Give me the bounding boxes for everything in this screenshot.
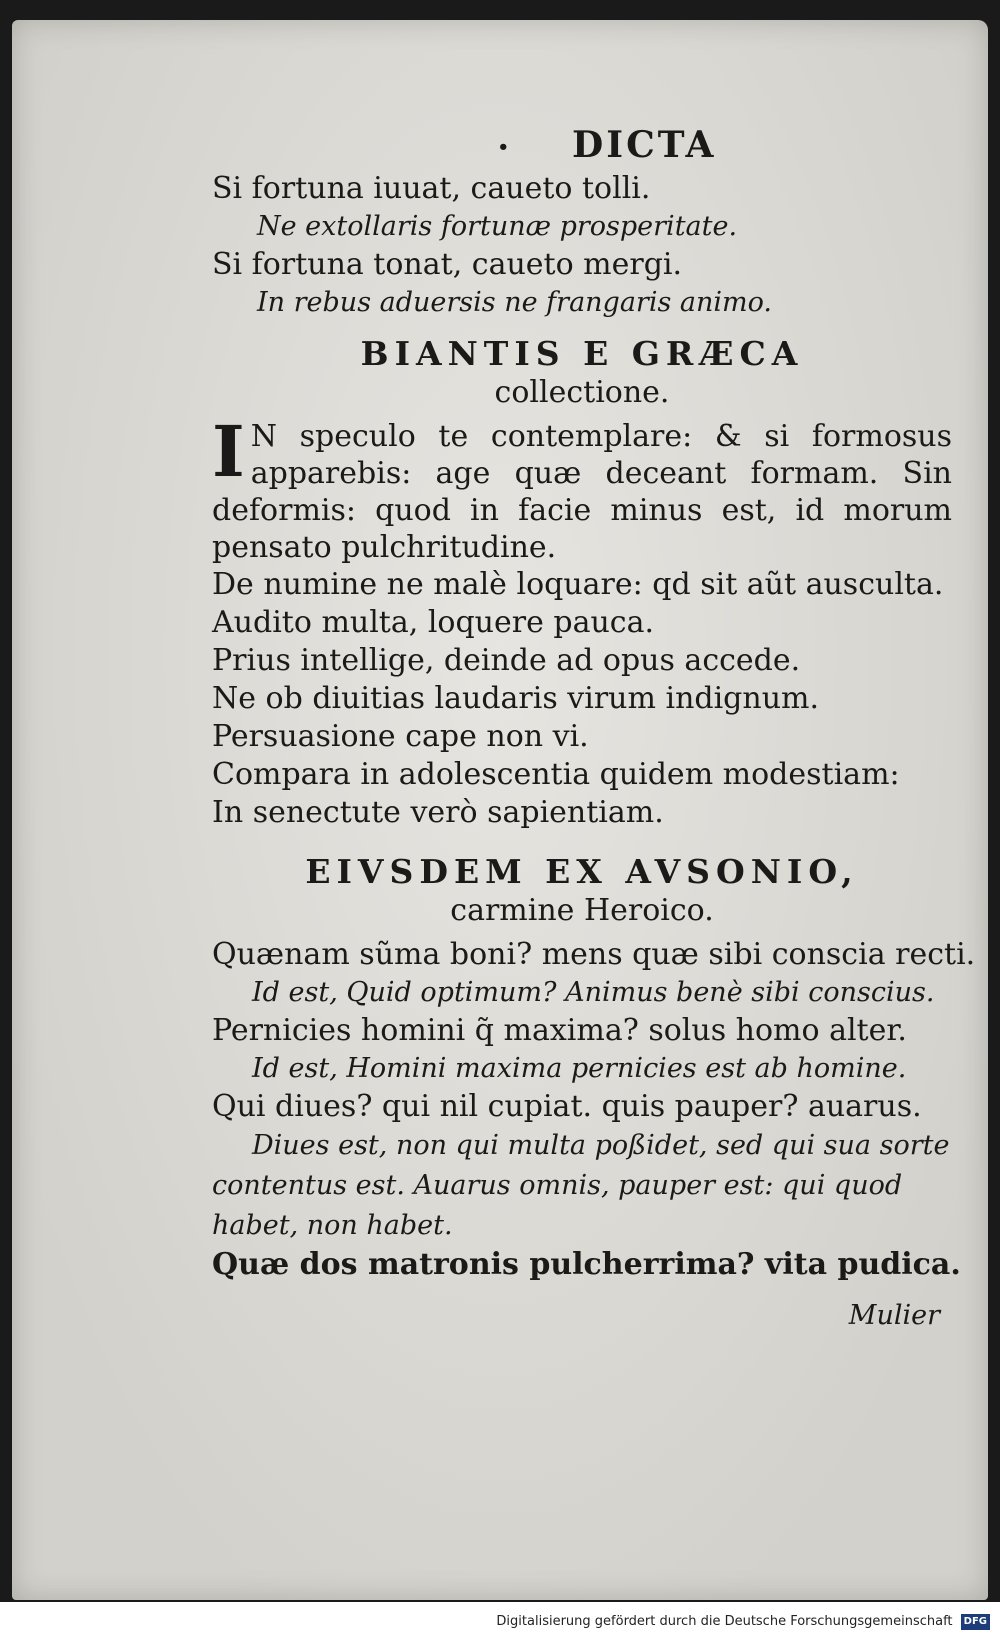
- maxim-line: De numine ne malè loquare: qd sit aũt ausculta.: [212, 567, 944, 602]
- digitization-footer: [0, 1602, 1000, 1642]
- header-title: DICTA: [572, 124, 717, 166]
- opening-paragraph: [212, 410, 952, 566]
- catchword: Mulier: [848, 1300, 940, 1331]
- verse-line: Qui diues? qui nil cupiat. quis pauper? auarus.: [212, 1089, 922, 1124]
- verse-line: Quænam sũma boni? mens quæ sibi conscia recti.: [212, 937, 976, 972]
- book-page: [12, 20, 988, 1600]
- verse-gloss: Id est, Homini maxima pernicies est ab homine.: [252, 1053, 907, 1084]
- maxim-line: Ne ob diuitias laudaris virum indignum.: [212, 681, 820, 716]
- maxim-line: Prius intellige, deinde ad opus accede.: [212, 643, 801, 678]
- paragraph-text: N speculo te contemplare: & si formosus apparebis: age quæ deceant formam. Sin deformis: quod in facie minus est, id morum pensato pulchritudine.: [212, 419, 952, 565]
- maxim-line: Audito multa, loquere pauca.: [212, 605, 655, 640]
- section-title-ausonio: EIVSDEM EX AVSONIO,: [305, 852, 859, 891]
- verse-gloss: Id est, Quid optimum? Animus benè sibi conscius.: [252, 977, 935, 1008]
- maxim-line: In senectute verò sapientiam.: [212, 795, 664, 830]
- verse-line-final: Quæ dos matronis pulcherrima? vita pudica.: [212, 1247, 961, 1282]
- footer-credit: Digitalisierung gefördert durch die Deutsche Forschungsgemeinschaft: [496, 1614, 953, 1629]
- verse-gloss: In rebus aduersis ne frangaris animo.: [257, 287, 773, 318]
- drop-capital: I: [212, 410, 245, 493]
- header-mark: •: [497, 137, 513, 158]
- section-subtitle-ausonio: carmine Heroico.: [450, 893, 714, 928]
- section-subtitle-biantis: collectione.: [494, 375, 670, 410]
- page-text: [212, 120, 976, 1284]
- verse-line: Pernicies homini q̃ maxima? solus homo alter.: [212, 1013, 907, 1048]
- gloss-paragraph: Diues est, non qui multa poßidet, sed qui sua sorte contentus est. Auarus omnis, pauper est: qui quod habet, non habet.: [212, 1130, 950, 1241]
- verse-line: Si fortuna tonat, caueto mergi.: [212, 247, 683, 282]
- maxim-line: Persuasione cape non vi.: [212, 719, 589, 754]
- verse-gloss: Ne extollaris fortunæ prosperitate.: [257, 211, 738, 242]
- verse-line: Si fortuna iuuat, caueto tolli.: [212, 171, 651, 206]
- running-header: [262, 120, 952, 170]
- section-title-biantis: BIANTIS E GRÆCA: [360, 334, 804, 373]
- maxim-line: Compara in adolescentia quidem modestiam:: [212, 757, 900, 792]
- dfg-logo: DFG: [961, 1614, 990, 1630]
